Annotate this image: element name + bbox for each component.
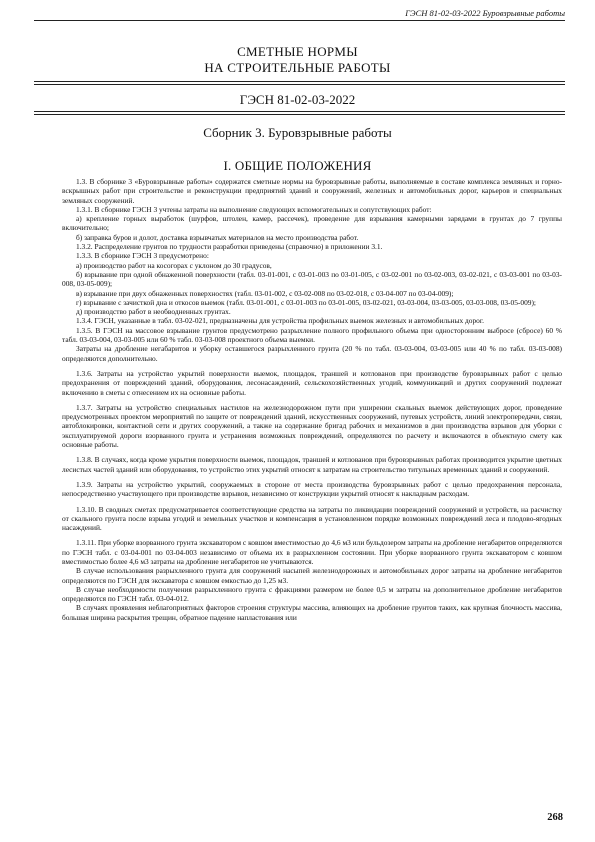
paragraph: В случаях проявления неблагоприятных факторов строения структуры массива, влияющих на дробление грунтов таких, как крупная блочность массива, большая ширина раскрытия трещин, обратное падение напластования или bbox=[62, 603, 562, 622]
paragraph: 1.3.7. Затраты на устройство специальных настилов на железнодорожном пути при уширении скальных выемок действующих дорог, проведение предусмотренных проектом мероприятий по защите от повреждений зданий, искусственных сооружений, путевых устройств, линий электропередачи, связи, автоблокировки, контактной сети и других сооружений, а также на содержание бригад рабочих и механизмов в дни производства взрывов для уборки с эксплуатируемой дороги взорванного грунта и устранения возможных повреждений, определяются по расчету и включаются в объектную смету как основные работы. bbox=[62, 402, 562, 450]
paragraph: В случае необходимости получения разрыхленного грунта с фракциями размером не более 0,5 м затраты на дополнительное дробление негабаритов определяются по ГЭСН табл. 03-04-012. bbox=[62, 584, 562, 604]
paragraph: 1.3.11. При уборке взорванного грунта экскаватором с ковшом вместимостью до 4,6 м3 или бульдозером затраты на дробление негабаритов определяются по ГЭСН табл. с 03-04-001 по 03-04-003 независимо от объема их в разрыхленном состоянии. При уборке взорванного грунта экскаватором с ковшом вместимостью более 4,6 м3 затраты на дробление негабаритов не учитываются. bbox=[62, 538, 562, 566]
collection-title: Сборник 3. Буровзрывные работы bbox=[203, 125, 392, 140]
rule-above-code-2 bbox=[34, 84, 565, 85]
paragraph: В случае использования разрыхленного грунта для сооружений насыпей железнодорожных и автомобильных дорог затраты на дробление негабаритов определяются по ГЭСН для экскаватора с ковшом емкостью до 1,25 м3. bbox=[62, 566, 562, 585]
norm-code: ГЭСН 81-02-03-2022 bbox=[239, 92, 356, 107]
paragraph: 1.3. В сборнике 3 «Буровзрывные работы» содержатся сметные нормы на буровзрывные работы, выполняемые в составе комплекса земляных и горно-вскрышных работ при строительстве и реконструкции предприятий зданий и сооружений, железных и автомобильных дорог, карьеров и специальных земляных сооружений. bbox=[62, 177, 562, 205]
paragraph: 1.3.2. Распределение грунтов по трудности разработки приведены (справочно) в приложении 3.1. bbox=[76, 242, 383, 252]
document-title-line-2: НА СТРОИТЕЛЬНЫЕ РАБОТЫ bbox=[204, 60, 391, 75]
paragraph: г) взрывание с зачисткой дна и откосов выемок (табл. 03-01-001, с 03-01-003 по 03-01-005, 03-02-021, 03-03-004, 03-03-005, 03-03-008, 03-05-009); bbox=[76, 297, 536, 307]
paragraph: б) заправка буров и долот, доставка взрывчатых материалов на место производства работ. bbox=[76, 232, 359, 242]
paragraph: 1.3.8. В случаях, когда кроме укрытия поверхности выемок, площадок, траншей и котлованов при буровзрывных работах производится укрытие цветных лесистых частей зданий или оборудования, то устройство этих укрытий относят к затратам на строительство титульных временных зданий и сооружений. bbox=[62, 455, 562, 474]
section-title: I. ОБЩИЕ ПОЛОЖЕНИЯ bbox=[223, 158, 372, 173]
paragraph: 1.3.6. Затраты на устройство укрытий поверхности выемок, площадок, траншей и котлованов при производстве буровзрывных работ с целью предохранения от повреждений зданий, оборудования, лесонасаждений, сельскохозяйственных угодий, коммуникаций и других сооружений подлежат включению в сметы с отнесением их на основные работы. bbox=[62, 368, 562, 397]
paragraph: 1.3.9. Затраты на устройство укрытий, сооружаемых в стороне от места производства буровзрывных работ с целью предохранения персонала, непосредственно участвующего при производстве взрывов, независимо от конструкции укрытий относят к накладным расходам. bbox=[62, 479, 562, 499]
paragraph: 1.3.1. В сборнике ГЭСН 3 учтены затраты на выполнение следующих вспомогательных и сопутствующих работ: bbox=[76, 204, 432, 214]
header-rule bbox=[34, 20, 565, 21]
rule-below-code-2 bbox=[34, 114, 565, 115]
paragraph: б) взрывание при одной обнаженной поверхности (табл. 03-01-001, с 03-01-003 по 03-01-005, с 03-02-001 по 03-02-003, 03-02-021, с 03-03-001 по 03-03-008, 03-05-009); bbox=[62, 269, 562, 289]
rule-above-code-1 bbox=[34, 81, 565, 82]
paragraph: д) производство работ в необводненных грунтах. bbox=[76, 307, 231, 317]
paragraph: 1.3.4. ГЭСН, указанные в табл. 03-02-021, предназначены для устройства профильных выемок железных и автомобильных дорог. bbox=[76, 316, 484, 326]
running-header: ГЭСН 81-02-03-2022 Буровзрывные работы bbox=[405, 8, 565, 18]
paragraph: 1.3.5. В ГЭСН на массовое взрывание грунтов предусмотрено разрыхление полного профильного объема при односторонним выбросе (сбросе) 60 % табл. 03-03-004, 03-03-005 или 60 % табл. 03-03-008 проектного объема выемки. bbox=[62, 325, 562, 345]
paragraph: Затраты на дробление негабаритов и уборку оставшегося разрыхленного грунта (20 % по табл. 03-03-004, 03-03-005 или 40 % по табл. 03-03-008) определяются дополнительно. bbox=[62, 344, 562, 363]
paragraph: 1.3.3. В сборнике ГЭСН 3 предусмотрено: bbox=[76, 251, 209, 261]
rule-below-code-1 bbox=[34, 111, 565, 112]
paragraph: а) крепление горных выработок (шурфов, штолен, камер, рассечек), проведение для взрывания камерными зарядами в грунтах до 7 группы включительно; bbox=[62, 214, 562, 233]
paragraph: в) взрывание при двух обнаженных поверхностях (табл. 03-01-002, с 03-02-008 по 03-02-018, с 03-04-007 по 03-04-009); bbox=[76, 288, 454, 298]
body-text bbox=[62, 177, 562, 827]
paragraph: а) производство работ на косогорах с уклоном до 30 градусов, bbox=[76, 260, 272, 270]
paragraph: 1.3.10. В сводных сметах предусматривается соответствующие средства на затраты по ликвидации повреждений сооружений и устройств, на расчистку от скального грунта после взрыва угодий и земельных участков и компенсация в установленном порядке возможных повреждений леса и плодово-ягодных насаждений. bbox=[62, 504, 562, 533]
page-number: 268 bbox=[547, 812, 563, 823]
document-title-line-1: СМЕТНЫЕ НОРМЫ bbox=[237, 44, 358, 59]
